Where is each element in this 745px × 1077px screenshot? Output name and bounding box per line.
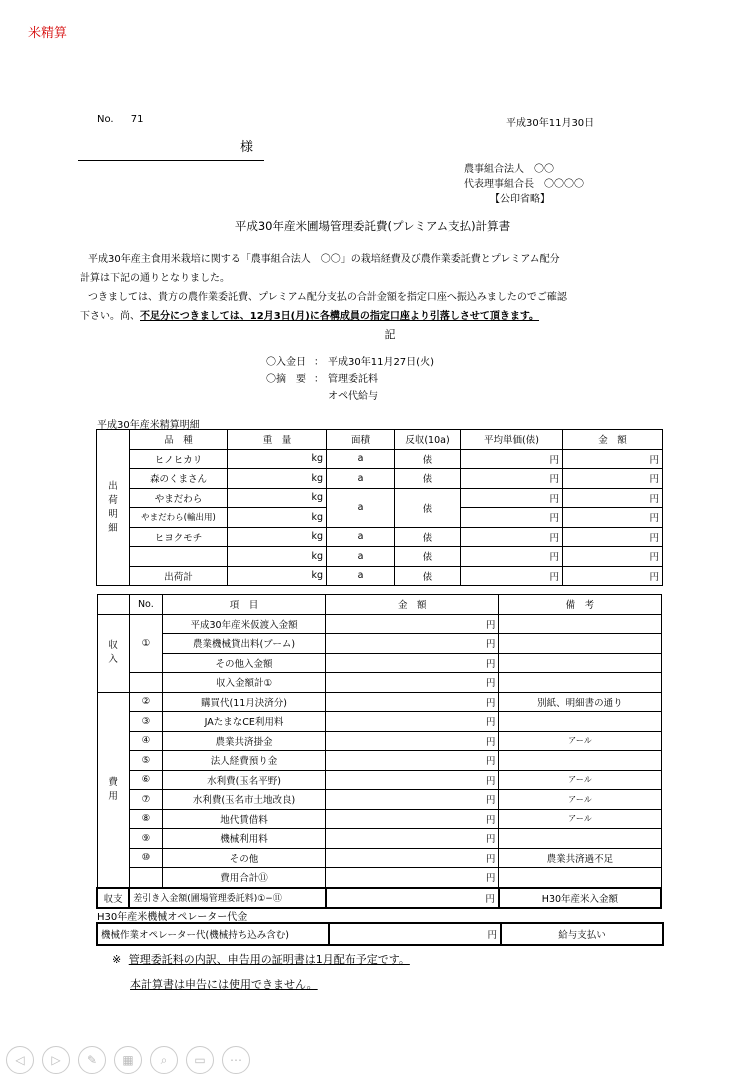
- table-row: ⑤ 法人経費預り金 円: [97, 751, 661, 771]
- table-row: ヒノヒカリ kg a 俵 円 円: [97, 449, 663, 469]
- para2-underlined: 不足分につきましては、12月3日(月)に各構成員の指定口座より引落しさせて頂きます。: [140, 311, 540, 322]
- table-row: その他入金額 円: [97, 653, 661, 673]
- next-icon[interactable]: ▷: [42, 1046, 70, 1074]
- table-row: ⑧ 地代賃借料 円 アール: [97, 809, 661, 829]
- issuer-org: 農事組合法人 〇〇: [464, 164, 554, 175]
- col-variety: 品 種: [130, 430, 228, 450]
- body-text: [80, 250, 640, 326]
- previous-icon[interactable]: ◁: [6, 1046, 34, 1074]
- col-amount: 金 額: [563, 430, 663, 450]
- operator-caption: H30年産米機械オペレーター代金: [97, 912, 248, 923]
- table-row: 費 用 ② 購買代(11月決済分) 円 別紙、明細書の通り: [97, 692, 661, 712]
- more-icon[interactable]: ⋯: [222, 1046, 250, 1074]
- expense-label: 費 用: [97, 692, 129, 888]
- note-mark: ※: [112, 953, 122, 966]
- no-label: No.: [97, 114, 114, 125]
- subtitles-icon[interactable]: ▭: [186, 1046, 214, 1074]
- table-row: 収入金額計① 円: [97, 673, 661, 693]
- operator-item: 機械作業オペレーター代(機械持ち込み含む): [97, 923, 329, 945]
- table-row: ③ JAたまなCE利用料 円: [97, 712, 661, 732]
- document-number: [97, 114, 144, 125]
- issuer-rep: 代表理事組合長 〇〇〇〇: [464, 179, 584, 190]
- deposit-date-label: 〇入金日: [266, 357, 306, 368]
- shipment-table: [96, 429, 663, 586]
- col-weight: 重 量: [228, 430, 327, 450]
- no-value: 71: [130, 114, 144, 125]
- recipient-suffix: 様: [240, 140, 254, 155]
- balance-item: 差引き入金額(圃場管理委託料)①−⑪: [129, 888, 325, 909]
- para2-plain: 下さい。尚、: [80, 311, 140, 322]
- col-yield: 反収(10a): [395, 430, 461, 450]
- para1-line1: 平成30年産主食用米栽培に関する「農事組合法人 〇〇」の栽培経費及び農作業委託費とプレミアム配分: [88, 254, 560, 265]
- table-row: ④ 農業共済掛金 円 アール: [97, 731, 661, 751]
- balance-yen: 円: [326, 888, 499, 909]
- payment-details: [266, 354, 434, 405]
- note-line-1: [112, 951, 410, 967]
- note-line-2: 本計算書は申告には使用できません。: [130, 978, 318, 991]
- table-row: やまだわら(輸出用) kg 円 円: [97, 508, 663, 528]
- table-row: ⑩ その他 円 農業共済過不足: [97, 848, 661, 868]
- operator-note: 給与支払い: [501, 923, 663, 945]
- income-label: 収 入: [97, 614, 129, 692]
- shipment-side-label: 出 荷 明 細: [97, 430, 130, 586]
- table-row: 森のくまさん kg a 俵 円 円: [97, 469, 663, 489]
- note-text-1: 管理委託料の内訳、申告用の証明書は1月配布予定です。: [128, 953, 410, 966]
- summary-value-1: 管理委託料: [328, 374, 378, 385]
- operator-yen: 円: [329, 923, 501, 945]
- table-header-row: [97, 430, 663, 450]
- para2-line2: [80, 307, 640, 326]
- operator-table: [96, 922, 664, 946]
- table-row: ⑨ 機械利用料 円: [97, 829, 661, 849]
- table-row: ⑥ 水利費(玉名平野) 円 アール: [97, 770, 661, 790]
- settlement-table: [96, 594, 662, 909]
- colon: ：: [314, 357, 324, 368]
- table-row: 収 入 ① 平成30年産米仮渡入金額 円: [97, 614, 661, 634]
- recipient-line: [78, 160, 264, 161]
- seal-note: 【公印省略】: [490, 194, 550, 205]
- issuer-block: [464, 162, 584, 207]
- table-row: kg a 俵 円 円: [97, 547, 663, 567]
- pen-icon[interactable]: ✎: [78, 1046, 106, 1074]
- table-row: やまだわら kg a 俵 円 円: [97, 488, 663, 508]
- col-unit-price: 平均単価(俵): [461, 430, 563, 450]
- table-row: [97, 923, 663, 945]
- issue-date: 平成30年11月30日: [506, 118, 595, 129]
- para1-line2: 計算は下記の通りとなりました。: [80, 273, 230, 284]
- document-tag: 米精算: [28, 26, 68, 41]
- balance-label: 収支: [97, 888, 129, 909]
- deposit-date-value: 平成30年11月27日(火): [328, 357, 434, 368]
- table-row: 費用合計⑪ 円: [97, 868, 661, 888]
- col-area: 面積: [327, 430, 395, 450]
- slides-icon[interactable]: ▦: [114, 1046, 142, 1074]
- viewer-toolbar: [0, 1043, 306, 1077]
- balance-note: H30年産米入金額: [499, 888, 661, 909]
- balance-row: [97, 888, 661, 909]
- table-row: ヒヨクモチ kg a 俵 円 円: [97, 527, 663, 547]
- table-row: ⑦ 水利費(玉名市土地改良) 円 アール: [97, 790, 661, 810]
- table-header-row: No. 項 目 金 額 備 考: [97, 595, 661, 615]
- colon: ：: [314, 374, 324, 385]
- summary-value-2: オペ代給与: [328, 391, 378, 402]
- table-row: 出荷計 kg a 俵 円 円: [97, 566, 663, 586]
- para2-line1: つきましては、貴方の農作業委託費、プレミアム配分支払の合計金額を指定口座へ振込みましたのでご確認: [88, 292, 567, 303]
- shipment-caption: 平成30年産米精算明細: [97, 420, 200, 431]
- table-row: 農業機械貸出料(ブーム) 円: [97, 634, 661, 654]
- document-title: 平成30年産米圃場管理委託費(プレミアム支払)計算書: [234, 219, 511, 233]
- summary-label: 〇摘 要: [266, 374, 306, 385]
- ki-mark: 記: [384, 328, 396, 341]
- zoom-icon[interactable]: ⌕: [150, 1046, 178, 1074]
